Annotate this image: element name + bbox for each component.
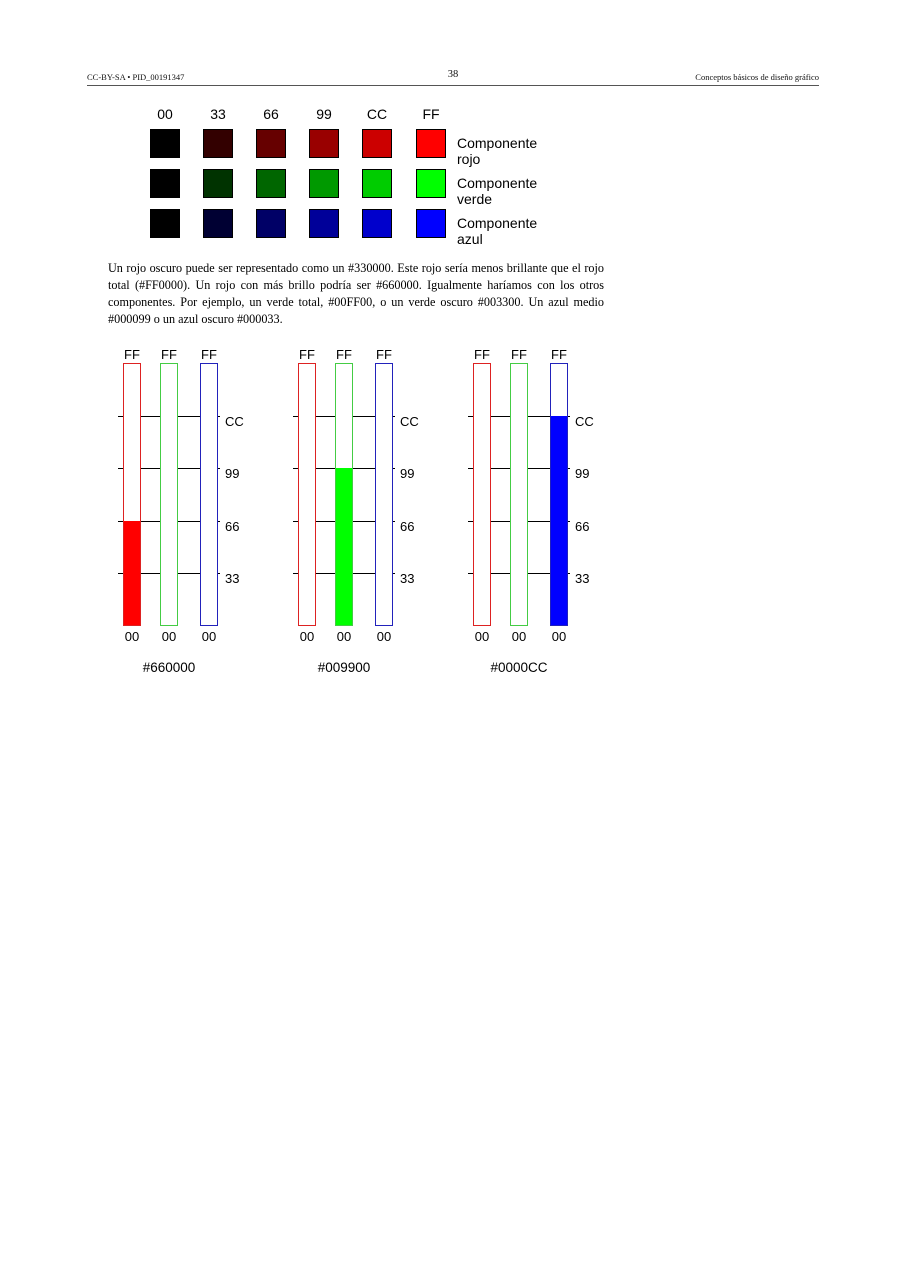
color-swatch <box>150 129 180 158</box>
level-chart <box>468 340 608 680</box>
component-bar <box>335 363 353 626</box>
bar-top-label: FF <box>474 347 490 362</box>
bar-bottom-label: 00 <box>299 629 315 644</box>
palette-level-label: 00 <box>157 106 173 122</box>
component-bar <box>473 363 491 626</box>
bar-top-label: FF <box>551 347 567 362</box>
level-chart <box>293 340 433 680</box>
bar-bottom-label: 00 <box>124 629 140 644</box>
bar-fill <box>551 416 567 625</box>
color-swatch <box>416 129 446 158</box>
color-swatch <box>203 209 233 238</box>
chart-caption: #0000CC <box>490 660 548 675</box>
chart-caption: #009900 <box>317 660 371 675</box>
page-number: 38 <box>447 69 459 80</box>
tick-label: 66 <box>225 519 240 534</box>
color-swatch <box>256 169 286 198</box>
color-swatch <box>150 209 180 238</box>
color-swatch <box>256 209 286 238</box>
color-swatch <box>256 129 286 158</box>
level-chart <box>118 340 258 680</box>
color-swatch <box>203 129 233 158</box>
palette-row-label: Componente azul <box>457 215 538 247</box>
tick-label: 33 <box>400 571 415 586</box>
color-swatch <box>203 169 233 198</box>
header-license: CC-BY-SA • PID_00191347 <box>87 72 185 82</box>
bar-bottom-label: 00 <box>376 629 392 644</box>
tick-label: 99 <box>400 466 415 481</box>
palette-level-label: 33 <box>210 106 226 122</box>
body-paragraph <box>108 260 604 328</box>
tick-label: CC <box>400 414 419 429</box>
tick-label: 99 <box>575 466 590 481</box>
bar-top-label: FF <box>201 347 217 362</box>
component-bar <box>160 363 178 626</box>
tick-label: 33 <box>575 571 590 586</box>
bar-bottom-label: 00 <box>474 629 490 644</box>
color-swatch <box>362 209 392 238</box>
palette-level-label: CC <box>366 106 388 122</box>
palette-level-label: 66 <box>263 106 279 122</box>
tick-label: 66 <box>400 519 415 534</box>
color-swatch <box>362 169 392 198</box>
palette-level-label: 99 <box>316 106 332 122</box>
tick-label: CC <box>225 414 244 429</box>
page-header <box>87 67 819 86</box>
bar-bottom-label: 00 <box>551 629 567 644</box>
tick-label: 33 <box>225 571 240 586</box>
color-swatch <box>416 209 446 238</box>
bar-top-label: FF <box>336 347 352 362</box>
paragraph-text: Un rojo oscuro puede ser representado como un #330000. Este rojo sería menos brillante que el rojo total (#FF0000). Un rojo con más brillo podría ser #660000. Igualmente haríamos con los otros componentes. Por ejemplo, un verde total, #00FF00, o un verde oscuro #003300. Un azul medio #000099 o un azul oscuro #000033. <box>108 261 604 326</box>
palette-row-label: Componente verde <box>457 175 538 207</box>
tick-label: 66 <box>575 519 590 534</box>
color-swatch <box>362 129 392 158</box>
bar-bottom-label: 00 <box>161 629 177 644</box>
component-bar <box>510 363 528 626</box>
bar-top-label: FF <box>161 347 177 362</box>
color-swatch <box>416 169 446 198</box>
component-bar <box>123 363 141 626</box>
bar-fill <box>124 521 140 625</box>
component-bar <box>298 363 316 626</box>
bar-top-label: FF <box>376 347 392 362</box>
bar-bottom-label: 00 <box>511 629 527 644</box>
color-swatch <box>309 209 339 238</box>
header-title: Conceptos básicos de diseño gráfico <box>695 72 819 82</box>
bar-top-label: FF <box>124 347 140 362</box>
bar-bottom-label: 00 <box>201 629 217 644</box>
bar-top-label: FF <box>299 347 315 362</box>
palette-level-label: FF <box>422 106 440 122</box>
component-bar <box>550 363 568 626</box>
component-bar <box>200 363 218 626</box>
component-bar <box>375 363 393 626</box>
chart-caption: #660000 <box>142 660 196 675</box>
bar-bottom-label: 00 <box>336 629 352 644</box>
color-swatch <box>309 129 339 158</box>
bar-top-label: FF <box>511 347 527 362</box>
bar-fill <box>336 468 352 625</box>
tick-label: 99 <box>225 466 240 481</box>
palette-row-label: Componente rojo <box>457 135 538 167</box>
tick-label: CC <box>575 414 594 429</box>
color-swatch <box>309 169 339 198</box>
color-swatch <box>150 169 180 198</box>
